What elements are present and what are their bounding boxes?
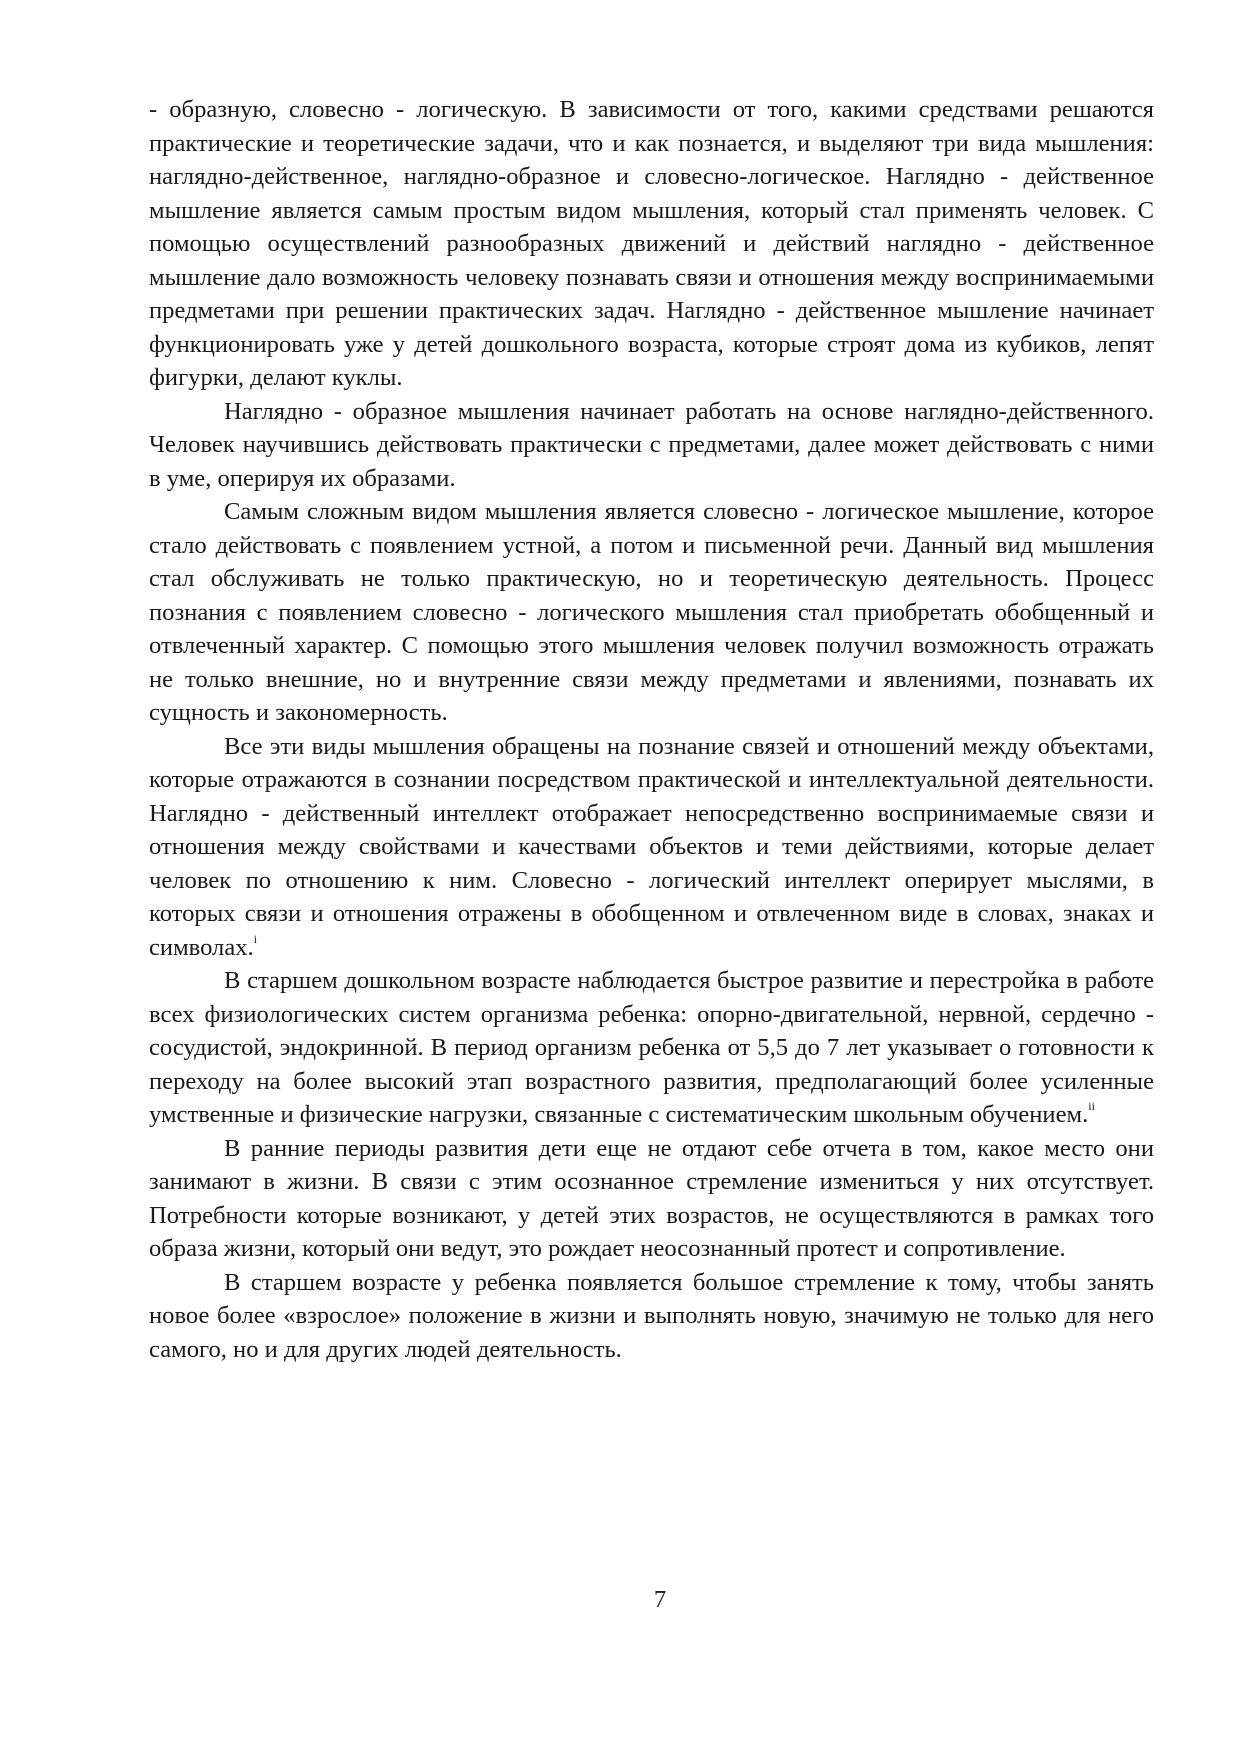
paragraph-5-text: В старшем дошкольном возрасте наблюдается быстрое развитие и перестройка в работе всех физиологических систем организма ребенка: опорно-двигательной, нервной, сердечно - сосудистой, эндокринной. В период организм ребенка от 5,5 до 7 лет указывает о готовности к переходу на более высокий этап возрастного развития, предполагающий более усиленные умственные и физические нагрузки, связанные с систематическим школьным обучением. — [149, 967, 1154, 1128]
paragraph-4-text: Все эти виды мышления обращены на познание связей и отношений между объектами, которые отражаются в сознании посредством практической и интеллектуальной деятельности. Наглядно - действенный интеллект отображает непосредственно воспринимаемые связи и отношения между свойствами и качествами объектов и теми действиями, которые делает человек по отношению к ним. Словесно - логический интеллект оперирует мыслями, в которых связи и отношения отражены в обобщенном и отвлеченном виде в словах, знаках и символах. — [149, 732, 1154, 961]
paragraph-1: - образную, словесно - логическую. В зависимости от того, какими средствами решаются практические и теоретические задачи, что и как познается, и выделяют три вида мышления: наглядно-действенное, наглядно-образное и словесно-логическое. Наглядно - действенное мышление является самым простым видом мышления, который стал применять человек. С помощью осуществлений разнообразных движений и действий наглядно - действенное мышление дало возможность человеку познавать связи и отношения между воспринимаемыми предметами при решении практических задач. Наглядно - действенное мышление начинает функционировать уже у детей дошкольного возраста, которые строят дома из кубиков, лепят фигурки, делают куклы. — [149, 96, 1154, 391]
document-body — [149, 93, 1154, 1366]
footnote-ref-2: ii — [1088, 1099, 1095, 1113]
paragraph-2: Наглядно - образное мышления начинает работать на основе наглядно-действенного. Человек научившись действовать практически с предметами, далее может действовать с ними в уме, оперируя их образами. — [149, 397, 1154, 492]
paragraph-4 — [149, 730, 1154, 965]
paragraph-5 — [149, 964, 1154, 1132]
page-number: 7 — [653, 1586, 667, 1613]
footnote-ref-1: i — [253, 931, 258, 946]
paragraph-3: Самым сложным видом мышления является словесно - логическое мышление, которое стало действовать с появлением устной, а потом и письменной речи. Данный вид мышления стал обслуживать не только практическую, но и теоретическую деятельность. Процесс познания с появлением словесно - логического мышления стал приобретать обобщенный и отвлеченный характер. С помощью этого мышления человек получил возможность отражать не только внешние, но и внутренние связи между предметами и явлениями, познавать их сущность и закономерность. — [149, 498, 1154, 726]
paragraph-7: В старшем возрасте у ребенка появляется большое стремление к тому, чтобы занять новое более «взрослое» положение в жизни и выполнять новую, значимую не только для него самого, но и для других людей деятельность. — [149, 1268, 1154, 1363]
paragraph-6: В ранние периоды развития дети еще не отдают себе отчета в том, какое место они занимают в жизни. В связи с этим осознанное стремление измениться у них отсутствует. Потребности которые возникают, у детей этих возрастов, не осуществляются в рамках того образа жизни, который они ведут, это рождает неосознанный протест и сопротивление. — [149, 1134, 1154, 1262]
